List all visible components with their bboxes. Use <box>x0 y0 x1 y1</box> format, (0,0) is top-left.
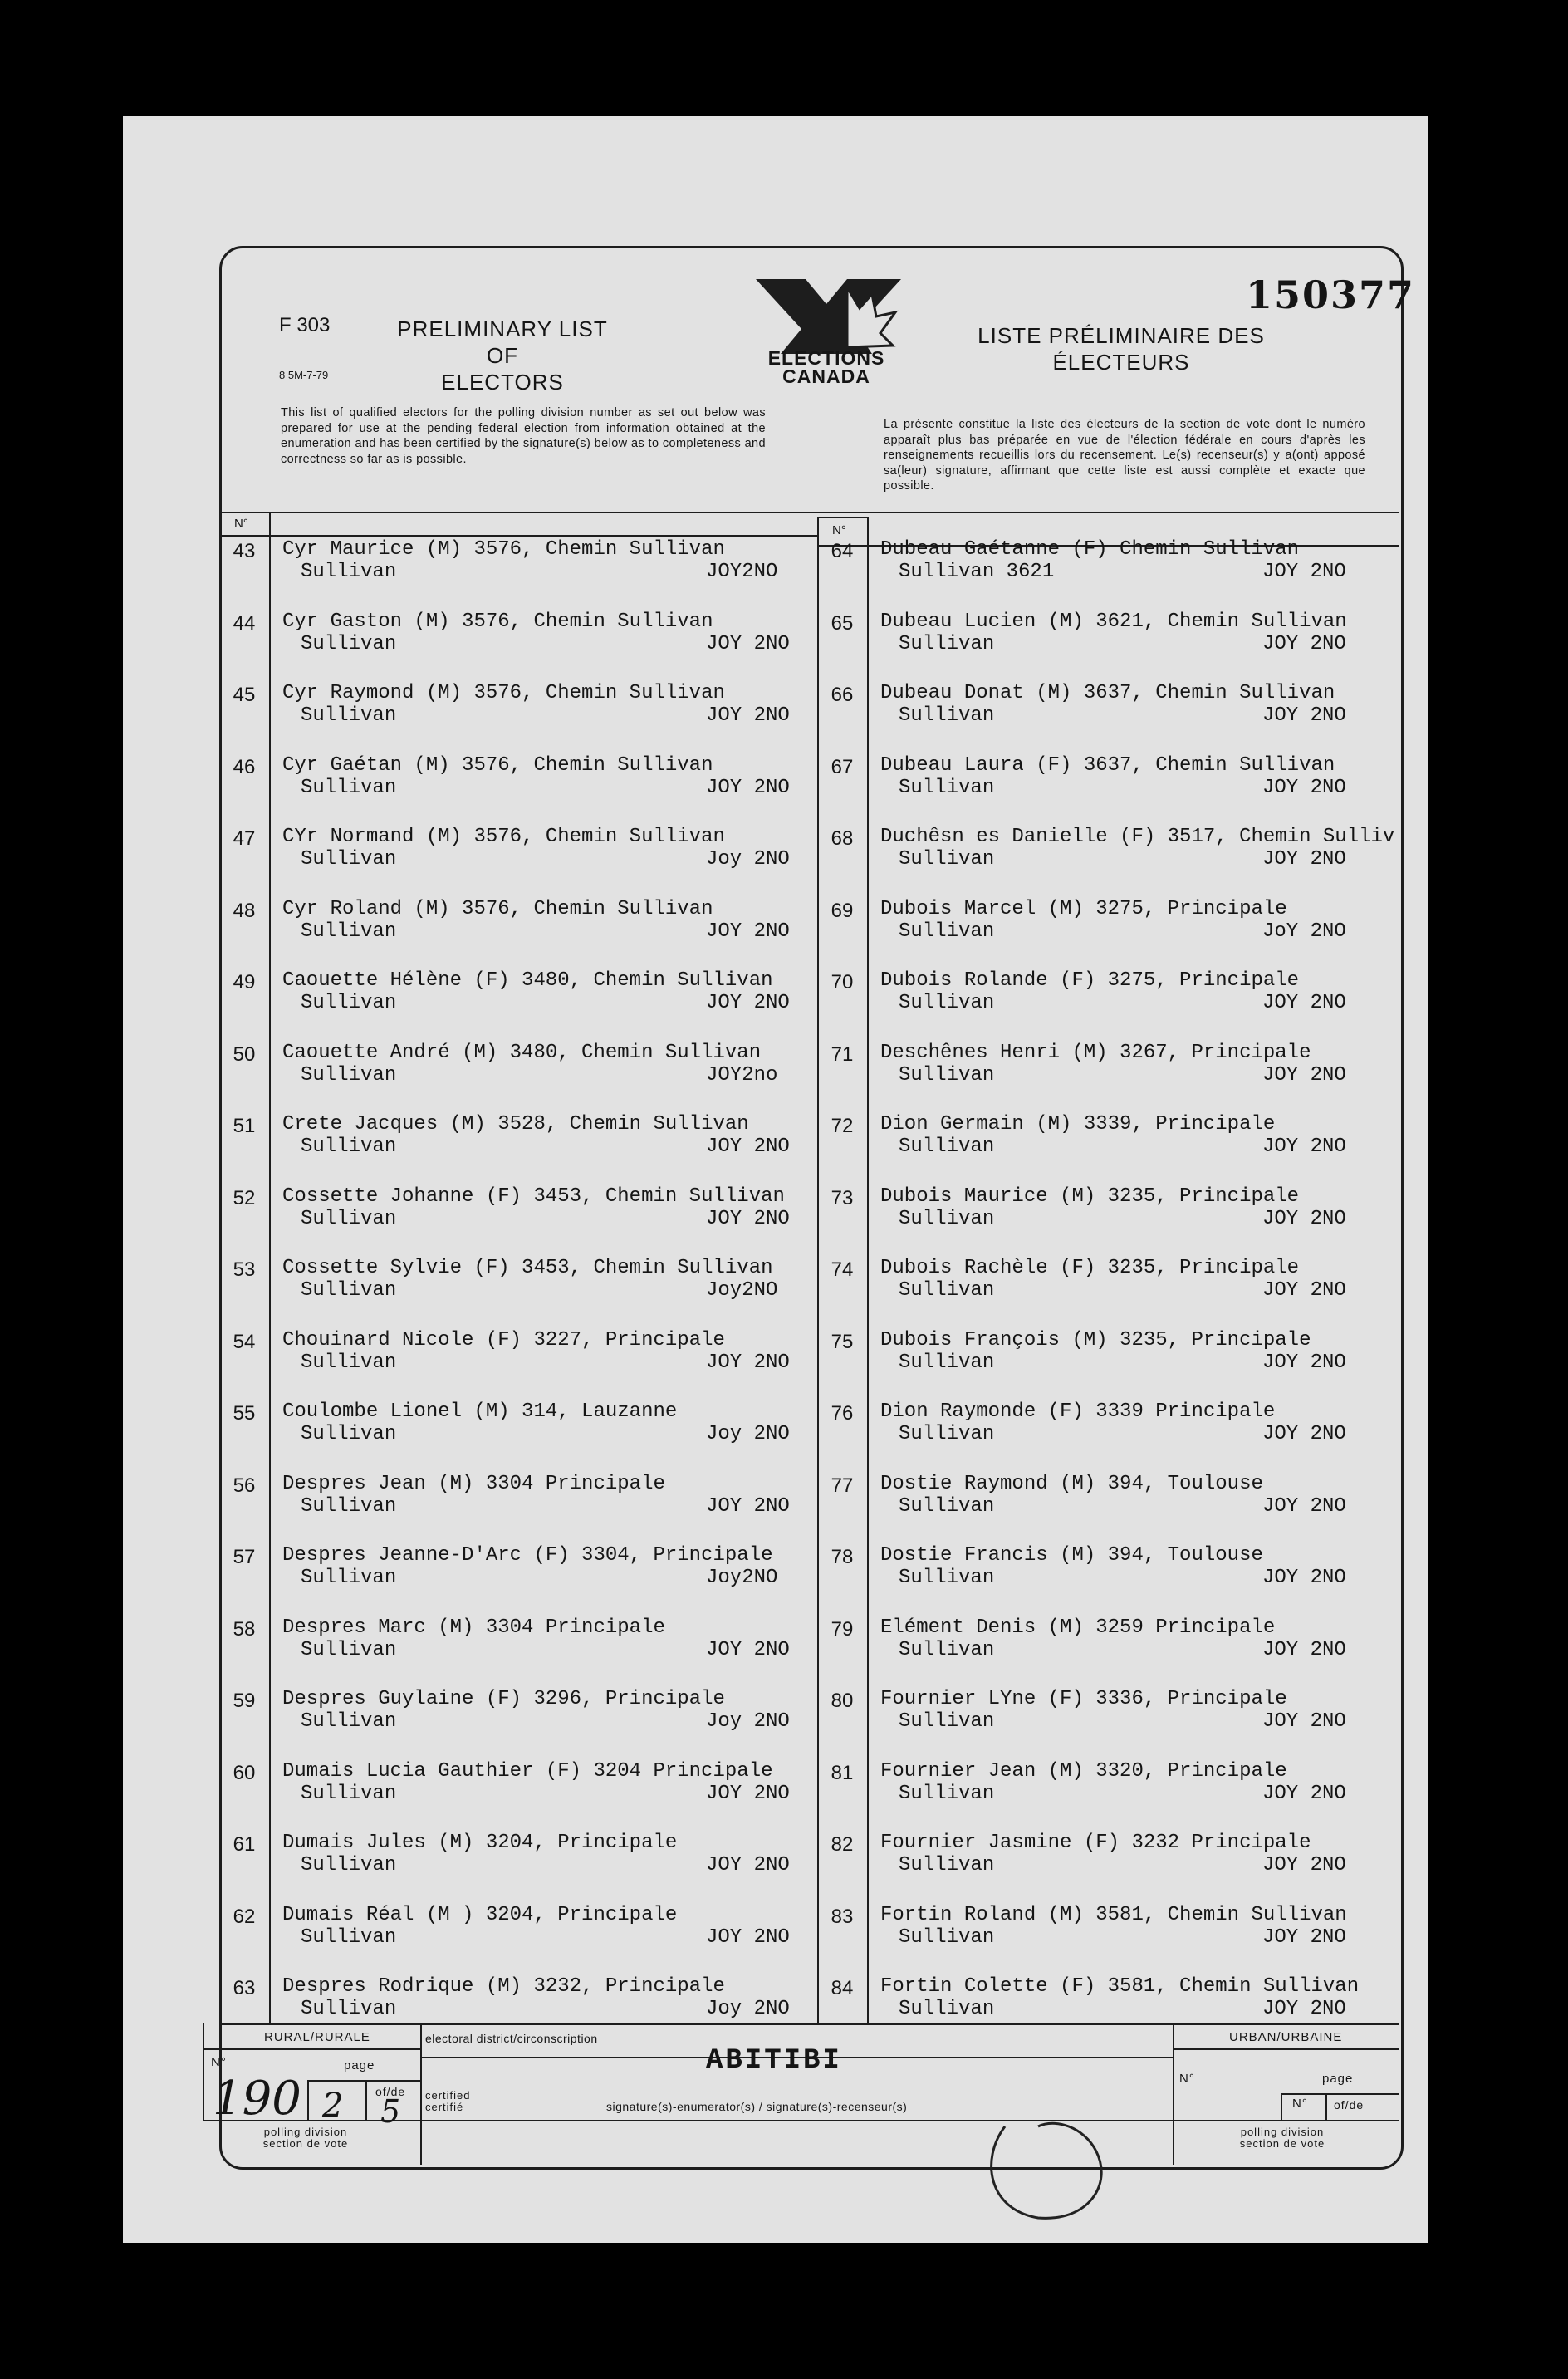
postal-code: JOY 2NO <box>1262 1854 1346 1876</box>
district-value: ABITIBI <box>706 2045 842 2077</box>
elector-name-address: Chouinard Nicole (F) 3227, Principale <box>282 1328 725 1351</box>
postal-code: JOY 2NO <box>706 920 790 943</box>
elector-entry <box>880 1400 1275 1445</box>
entry-number: 65 <box>831 611 854 635</box>
elector-municipality: Sullivan <box>899 848 995 871</box>
elector-municipality: Sullivan <box>301 704 397 727</box>
elector-entry <box>282 754 713 799</box>
postal-code: Joy 2NO <box>706 1998 790 2020</box>
elector-municipality: Sullivan <box>301 1494 397 1518</box>
elector-municipality: Sullivan <box>899 920 995 943</box>
footer-page-box-top <box>307 2080 420 2082</box>
footer-rural-sep <box>420 2023 422 2165</box>
entry-number: 78 <box>831 1546 854 1568</box>
elector-municipality: Sullivan <box>301 1854 397 1876</box>
postal-code: JOY 2NO <box>1262 1207 1346 1230</box>
elector-municipality: Sullivan <box>301 561 397 583</box>
postal-code: Joy2NO <box>706 1567 778 1589</box>
footer-urban-sep <box>1173 2023 1174 2165</box>
elector-name-address: Coulombe Lionel (M) 314, Lauzanne <box>282 1400 678 1423</box>
elector-municipality: Sullivan <box>899 704 995 727</box>
right-no-col-line <box>867 517 869 2023</box>
handwritten-signature-icon <box>972 2110 1121 2226</box>
elector-name-address: Deschênes Henri (M) 3267, Principale <box>880 1041 1311 1064</box>
entry-number: 79 <box>831 1617 854 1641</box>
polling-division-right: polling division section de vote <box>1239 2126 1325 2150</box>
entry-number: 76 <box>831 1402 854 1425</box>
rural-page-of-label: of/de <box>375 2085 406 2098</box>
elector-name-address: Dubeau Laura (F) 3637, Chemin Sullivan <box>880 753 1335 777</box>
elector-municipality: Sullivan <box>301 920 397 943</box>
footer-urban-page-box-left <box>1281 2093 1282 2121</box>
entry-number: 56 <box>233 1474 256 1497</box>
elector-name-address: Elément Denis (M) 3259 Principale <box>880 1616 1276 1639</box>
entry-number: 77 <box>831 1474 854 1497</box>
elector-entry <box>282 1616 665 1661</box>
elector-entry <box>880 1329 1311 1374</box>
elector-entry <box>282 1329 725 1374</box>
elector-municipality: Sullivan <box>899 1279 995 1302</box>
rural-page-of: 5 <box>380 2093 401 2130</box>
left-no-header: N° <box>234 517 248 531</box>
urban-page-of-label: of/de <box>1334 2098 1365 2112</box>
elector-entry <box>282 1473 665 1518</box>
postal-code: JOY 2NO <box>1262 776 1346 799</box>
elector-municipality: Sullivan <box>899 1494 995 1518</box>
elector-municipality: Sullivan <box>301 1423 397 1445</box>
elector-name-address: Fortin Roland (M) 3581, Chemin Sullivan <box>880 1903 1347 1926</box>
footer-urban-hline <box>1173 2048 1399 2050</box>
postal-code: JOY 2NO <box>1262 704 1346 727</box>
elector-entry <box>880 1832 1311 1876</box>
elector-municipality: Sullivan <box>301 848 397 871</box>
left-no-col-line <box>269 512 271 2023</box>
entry-number: 83 <box>831 1905 854 1928</box>
elector-name-address: Cyr Gaston (M) 3576, Chemin Sullivan <box>282 610 713 633</box>
postal-code: Joy2NO <box>706 1279 778 1302</box>
entry-number: 64 <box>831 540 854 562</box>
postal-code: JOY 2NO <box>1262 1782 1346 1805</box>
elector-entry <box>282 1688 725 1733</box>
elector-name-address: Dubois Maurice (M) 3235, Principale <box>880 1185 1300 1208</box>
title-fr-line1: LISTE PRÉLIMINAIRE DES <box>978 323 1265 348</box>
elector-entry <box>282 1113 749 1158</box>
entry-number: 80 <box>831 1690 854 1712</box>
entry-number: 47 <box>233 827 256 850</box>
elector-name-address: Caouette André (M) 3480, Chemin Sullivan <box>282 1041 762 1064</box>
elector-entry <box>282 1400 677 1445</box>
elector-entry <box>880 1185 1299 1230</box>
elector-entry <box>282 1832 677 1876</box>
elector-name-address: Fournier Jean (M) 3320, Principale <box>880 1759 1287 1783</box>
polling-division-left: polling division section de vote <box>262 2126 349 2150</box>
elector-entry <box>880 538 1299 583</box>
elector-municipality: Sullivan <box>899 776 995 799</box>
elector-name-address: Dubois Rolande (F) 3275, Principale <box>880 969 1300 992</box>
postal-code: JOY 2NO <box>1262 1710 1346 1733</box>
entry-number: 73 <box>831 1186 854 1209</box>
postal-code: JOY 2NO <box>706 1207 790 1230</box>
table-top-line <box>219 512 1399 513</box>
postal-code: JoY 2NO <box>1262 920 1346 943</box>
logo-text <box>739 349 914 385</box>
elector-municipality: Sullivan <box>899 1207 995 1230</box>
elector-entry <box>880 1688 1287 1733</box>
postal-code: JOY 2NO <box>706 1136 790 1158</box>
entry-number: 75 <box>831 1330 854 1353</box>
postal-code: JOY 2NO <box>1262 1638 1346 1661</box>
elector-name-address: Despres Marc (M) 3304 Principale <box>282 1616 665 1639</box>
elector-name-address: Dion Germain (M) 3339, Principale <box>880 1113 1276 1136</box>
postal-code: JOY 2NO <box>1262 992 1346 1014</box>
title-fr-line2: ÉLECTEURS <box>1052 350 1190 375</box>
elector-entry <box>282 611 713 655</box>
elector-municipality: Sullivan <box>301 1710 397 1733</box>
title-en-line2: ELECTORS <box>441 370 564 395</box>
elector-name-address: Dubeau Lucien (M) 3621, Chemin Sullivan <box>880 610 1347 633</box>
footer-top-line <box>219 2023 1399 2025</box>
entry-number: 46 <box>233 755 256 778</box>
elector-entry <box>282 1544 773 1589</box>
elector-entry <box>282 969 773 1014</box>
rural-no-label: N° <box>211 2055 227 2069</box>
elector-name-address: Cyr Roland (M) 3576, Chemin Sullivan <box>282 897 713 920</box>
elector-municipality: Sullivan <box>899 1063 995 1086</box>
elector-entry <box>880 969 1299 1014</box>
entry-number: 44 <box>233 611 256 635</box>
elector-municipality: Sullivan <box>899 1998 995 2020</box>
elector-entry <box>880 1257 1299 1302</box>
postal-code: Joy 2NO <box>706 1423 790 1445</box>
elector-name-address: Dumais Jules (M) 3204, Principale <box>282 1832 678 1854</box>
entry-number: 69 <box>831 899 854 922</box>
elector-name-address: Fortin Colette (F) 3581, Chemin Sullivan <box>880 1975 1360 1998</box>
rural-page-number: 2 <box>322 2087 344 2125</box>
elector-municipality: Sullivan <box>899 632 995 655</box>
district-label: electoral district/circonscription <box>425 2032 598 2045</box>
elector-municipality: Sullivan <box>301 1279 397 1302</box>
entry-number: 61 <box>233 1833 256 1856</box>
entry-number: 71 <box>831 1042 854 1066</box>
entry-number: 45 <box>233 684 256 706</box>
urban-page-no-label: N° <box>1292 2097 1308 2111</box>
elector-entry <box>282 538 725 583</box>
elector-municipality: Sullivan <box>301 1063 397 1086</box>
rural-page-label: page <box>344 2058 375 2072</box>
entry-number: 58 <box>233 1617 256 1641</box>
entry-number: 66 <box>831 684 854 706</box>
elector-municipality: Sullivan <box>899 1854 995 1876</box>
elector-name-address: Despres Rodrique (M) 3232, Principale <box>282 1975 725 1998</box>
elector-municipality: Sullivan <box>899 1925 995 1949</box>
postal-code: JOY 2NO <box>706 1638 790 1661</box>
elector-entry <box>282 1760 773 1805</box>
entry-number: 54 <box>233 1330 256 1353</box>
elector-name-address: Dumais Réal (M ) 3204, Principale <box>282 1903 678 1926</box>
postal-code: JOY 2NO <box>1262 1567 1346 1589</box>
entry-number: 43 <box>233 540 256 562</box>
elector-municipality: Sullivan <box>301 776 397 799</box>
postal-code: JOY2NO <box>706 561 778 583</box>
logo-line1: ELECTIONS <box>767 347 885 369</box>
postal-code: JOY 2NO <box>706 1782 790 1805</box>
serial-number: 150377 <box>1246 272 1416 317</box>
postal-code: JOY 2NO <box>1262 561 1346 583</box>
postal-code: JOY 2NO <box>1262 1423 1346 1445</box>
entry-number: 70 <box>831 971 854 993</box>
elector-name-address: Caouette Hélène (F) 3480, Chemin Sullivan <box>282 969 773 992</box>
elector-municipality: Sullivan <box>301 1207 397 1230</box>
entry-number: 72 <box>831 1115 854 1137</box>
entry-number: 63 <box>233 1977 256 1999</box>
elector-entry <box>282 826 725 871</box>
elector-name-address: Cyr Maurice (M) 3576, Chemin Sullivan <box>282 538 725 561</box>
title-english <box>390 316 615 395</box>
entry-number: 74 <box>831 1258 854 1281</box>
rural-label: RURAL/RURALE <box>264 2030 370 2044</box>
intro-english: This list of qualified electors for the polling division number as set out below was prepared for use at the pending federal election from information obtained at the enumeration and has been certified by the signature(s) below as to completeness and correctness so far as is possible. <box>281 406 766 466</box>
elector-name-address: Despres Guylaine (F) 3296, Principale <box>282 1688 725 1710</box>
elector-entry <box>282 682 725 727</box>
elector-name-address: Cyr Gaétan (M) 3576, Chemin Sullivan <box>282 753 713 777</box>
postal-code: JOY 2NO <box>706 992 790 1014</box>
entry-number: 51 <box>233 1115 256 1137</box>
entry-number: 59 <box>233 1690 256 1712</box>
postal-code: JOY2no <box>706 1063 778 1086</box>
footer-urban-page-box-top <box>1281 2093 1399 2095</box>
elector-municipality: Sullivan <box>899 992 995 1014</box>
postal-code: JOY 2NO <box>1262 1279 1346 1302</box>
elector-municipality: Sullivan <box>899 1638 995 1661</box>
elector-name-address: Fournier Jasmine (F) 3232 Principale <box>880 1832 1311 1854</box>
elector-entry <box>880 1042 1311 1086</box>
title-en-line1: PRELIMINARY LIST OF <box>397 316 608 368</box>
elector-municipality: Sullivan <box>899 1567 995 1589</box>
elector-name-address: Dostie Raymond (M) 394, Toulouse <box>880 1472 1263 1495</box>
elector-entry <box>282 1904 677 1949</box>
elector-name-address: Dubeau Donat (M) 3637, Chemin Sullivan <box>880 682 1335 704</box>
elector-municipality: Sullivan <box>301 632 397 655</box>
footer-urban-page-box-mid <box>1325 2093 1327 2121</box>
elector-name-address: Dubeau Gaétanne (F) Chemin Sullivan <box>880 538 1300 561</box>
elector-municipality: Sullivan <box>301 992 397 1014</box>
logo-line2: CANADA <box>782 365 870 387</box>
form-number: F 303 <box>279 314 331 336</box>
intro-french: La présente constitue la liste des électeurs de la section de vote dont le numéro apparaît plus bas préparée en vue de l'élection fédérale en cours d'après les renseignements recueillis lors du recensement. Le(s) recenseur(s) y a(ont) apposé sa(leur) signature, affirmant que cette liste est aussi complète et exacte que possible. <box>884 418 1365 493</box>
title-french <box>963 322 1279 375</box>
postal-code: JOY 2NO <box>1262 1998 1346 2020</box>
elector-municipality: Sullivan <box>899 1782 995 1805</box>
entry-number: 82 <box>831 1833 854 1856</box>
right-header-box-top <box>817 517 869 518</box>
postal-code: JOY 2NO <box>706 1925 790 1949</box>
urban-page-label: page <box>1322 2072 1354 2086</box>
postal-code: Joy 2NO <box>706 1710 790 1733</box>
entry-number: 50 <box>233 1042 256 1066</box>
entry-number: 60 <box>233 1761 256 1784</box>
postal-code: JOY 2NO <box>1262 1925 1346 1949</box>
postal-code: JOY 2NO <box>1262 1136 1346 1158</box>
certified-label: certified certifié <box>425 2089 471 2113</box>
elector-entry <box>880 898 1287 943</box>
elector-municipality: Sullivan <box>899 1710 995 1733</box>
elector-entry <box>282 1042 761 1086</box>
elector-entry <box>282 1975 725 2020</box>
elector-entry <box>282 1257 773 1302</box>
elector-name-address: Crete Jacques (M) 3528, Chemin Sullivan <box>282 1113 749 1136</box>
elector-entry <box>880 1760 1287 1805</box>
elector-municipality: Sullivan <box>301 1998 397 2020</box>
postal-code: JOY 2NO <box>706 632 790 655</box>
postal-code: Joy 2NO <box>706 848 790 871</box>
elector-name-address: Dubois Rachèle (F) 3235, Principale <box>880 1257 1300 1279</box>
elector-name-address: CYr Normand (M) 3576, Chemin Sullivan <box>282 826 725 848</box>
entry-number: 48 <box>233 899 256 922</box>
right-no-header: N° <box>832 523 846 537</box>
elector-entry <box>880 1113 1275 1158</box>
postal-code: JOY 2NO <box>1262 1351 1346 1374</box>
elector-municipality: Sullivan <box>301 1782 397 1805</box>
elector-name-address: Cyr Raymond (M) 3576, Chemin Sullivan <box>282 682 725 704</box>
elector-entry <box>282 898 713 943</box>
rural-poll-number: 190 <box>213 2072 301 2126</box>
entry-number: 84 <box>831 1977 854 1999</box>
elector-municipality: Sullivan <box>899 1423 995 1445</box>
urban-label: URBAN/URBAINE <box>1229 2030 1343 2044</box>
postal-code: JOY 2NO <box>706 1494 790 1518</box>
elector-name-address: Cossette Johanne (F) 3453, Chemin Sullivan <box>282 1185 785 1208</box>
elector-municipality: Sullivan <box>301 1136 397 1158</box>
elector-name-address: Dion Raymonde (F) 3339 Principale <box>880 1400 1276 1423</box>
entry-number: 62 <box>233 1905 256 1928</box>
postal-code: JOY 2NO <box>1262 1063 1346 1086</box>
elector-municipality: Sullivan <box>899 1351 995 1374</box>
entry-number: 49 <box>233 971 256 993</box>
entry-number: 67 <box>831 755 854 778</box>
entry-number: 81 <box>831 1761 854 1784</box>
elector-entry <box>880 1544 1263 1589</box>
postal-code: JOY 2NO <box>1262 848 1346 871</box>
elector-name-address: Fournier LYne (F) 3336, Principale <box>880 1688 1287 1710</box>
elector-name-address: Duchêsn es Danielle (F) 3517, Chemin Sulliv <box>880 826 1395 848</box>
postal-code: JOY 2NO <box>1262 1494 1346 1518</box>
elector-municipality: Sullivan <box>301 1351 397 1374</box>
postal-code: JOY 2NO <box>706 1854 790 1876</box>
elector-name-address: Dubois François (M) 3235, Principale <box>880 1328 1311 1351</box>
elector-name-address: Dumais Lucia Gauthier (F) 3204 Principale <box>282 1759 773 1783</box>
elector-municipality: Sullivan <box>301 1638 397 1661</box>
footer-page-box-mid <box>365 2080 367 2121</box>
elector-name-address: Despres Jean (M) 3304 Principale <box>282 1472 665 1495</box>
elector-entry <box>880 1473 1263 1518</box>
signature-label: signature(s)-enumerator(s) / signature(s)-recenseur(s) <box>606 2100 908 2113</box>
elector-name-address: Despres Jeanne-D'Arc (F) 3304, Principale <box>282 1544 773 1567</box>
elector-municipality: Sullivan <box>899 1136 995 1158</box>
elector-entry <box>880 1616 1275 1661</box>
footer-rural-hline <box>203 2048 420 2050</box>
footer-page-box-left <box>307 2080 309 2121</box>
postal-code: JOY 2NO <box>706 776 790 799</box>
entry-number: 53 <box>233 1258 256 1281</box>
elector-municipality: Sullivan <box>301 1925 397 1949</box>
elector-municipality: Sullivan <box>301 1567 397 1589</box>
entry-number: 68 <box>831 827 854 850</box>
elector-name-address: Dostie Francis (M) 394, Toulouse <box>880 1544 1263 1567</box>
postal-code: JOY 2NO <box>706 1351 790 1374</box>
postal-code: JOY 2NO <box>1262 632 1346 655</box>
urban-no-label: N° <box>1179 2072 1195 2086</box>
entry-number: 52 <box>233 1186 256 1209</box>
elector-municipality: Sullivan 3621 <box>899 561 1055 583</box>
left-header-line <box>219 535 819 537</box>
elector-name-address: Dubois Marcel (M) 3275, Principale <box>880 897 1287 920</box>
footer-rural-box <box>203 2023 204 2121</box>
postal-code: JOY 2NO <box>706 704 790 727</box>
form-date: 8 5M-7-79 <box>279 369 329 381</box>
elector-name-address: Cossette Sylvie (F) 3453, Chemin Sullivan <box>282 1257 773 1279</box>
entry-number: 57 <box>233 1546 256 1568</box>
entry-number: 55 <box>233 1402 256 1425</box>
